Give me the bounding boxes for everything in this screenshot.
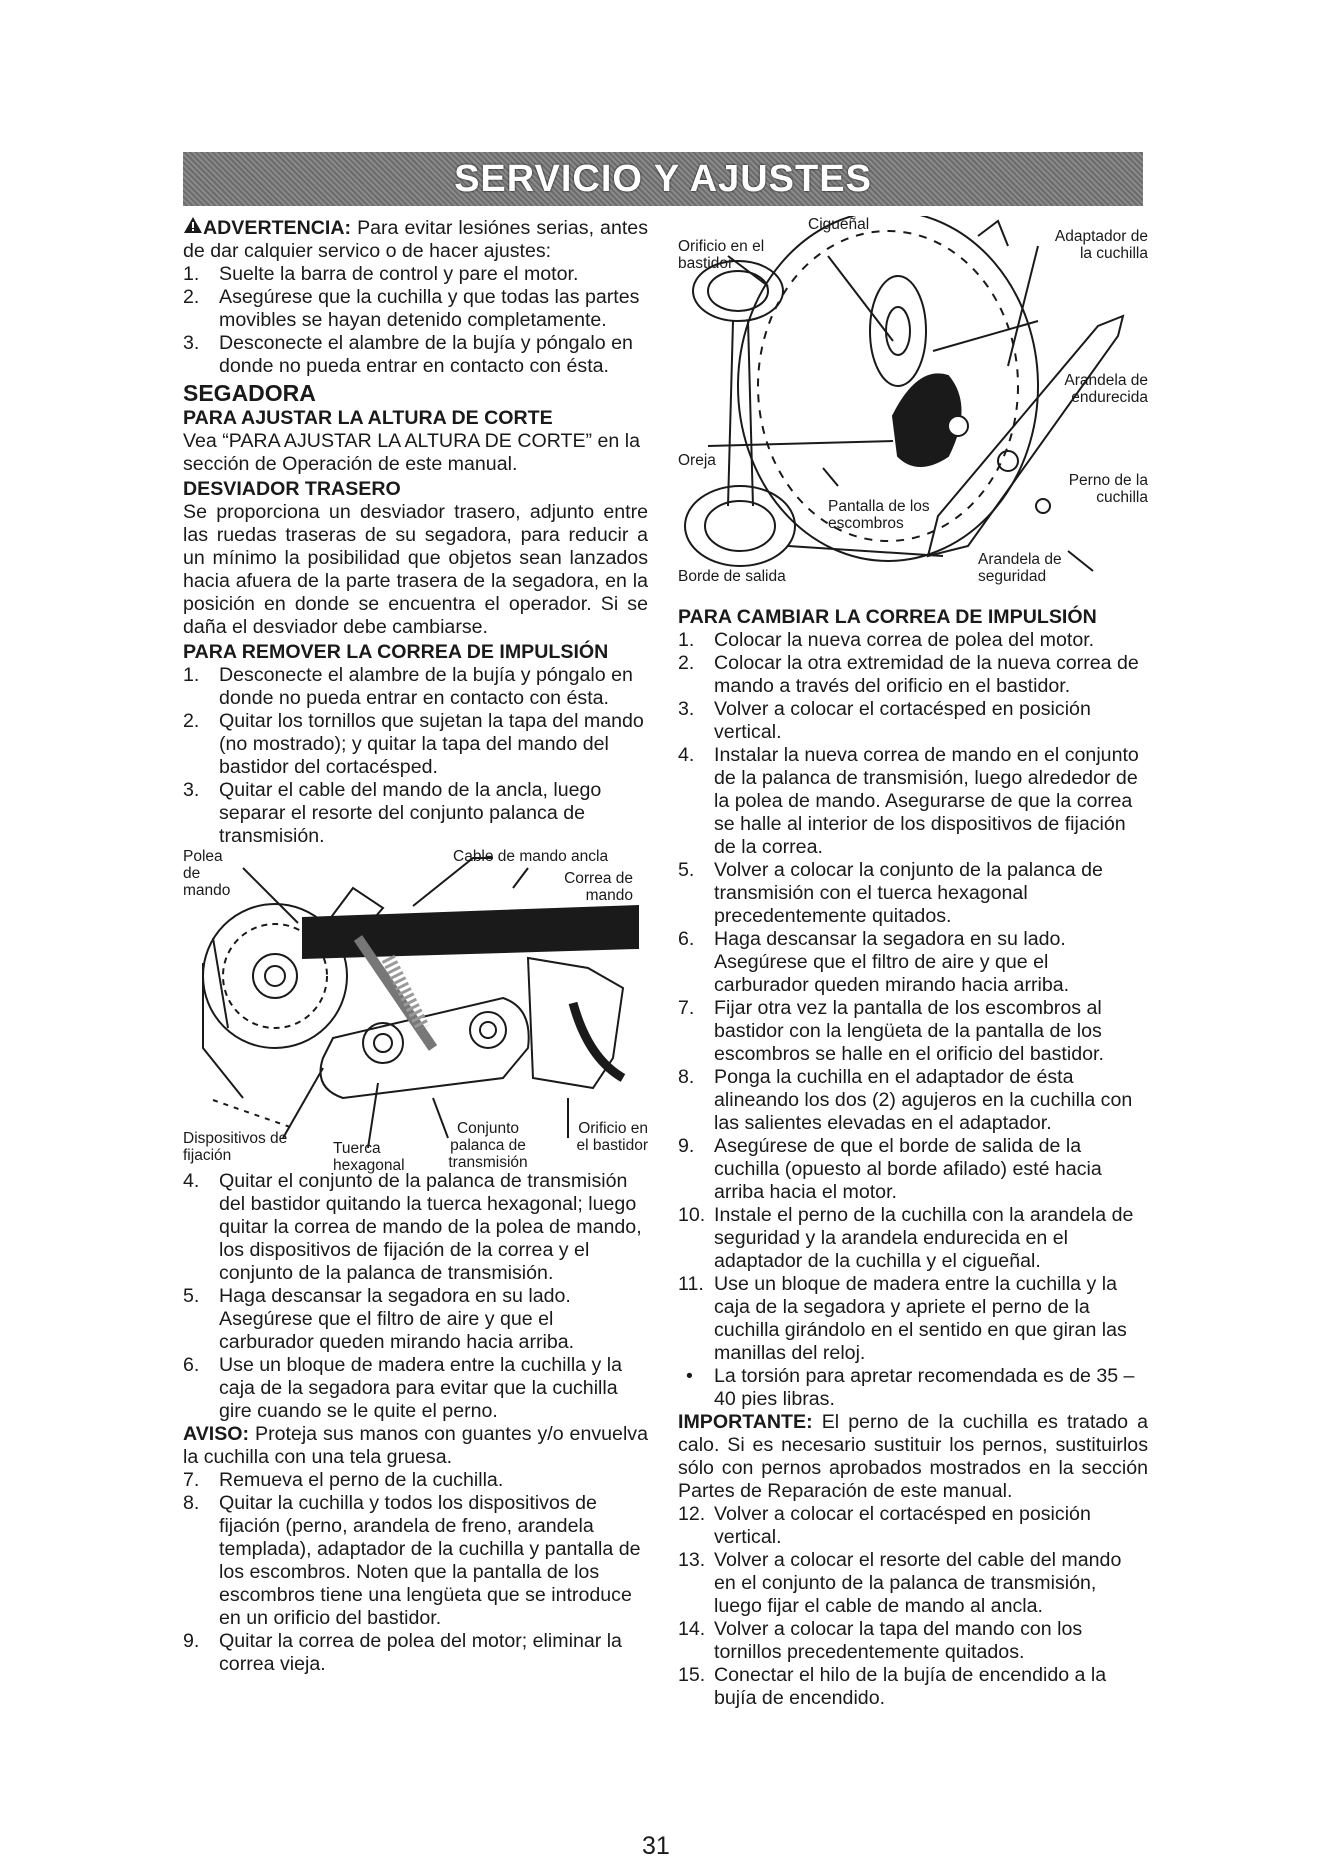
right-column <box>678 216 1148 1710</box>
step-text: Haga descansar la segadora en su lado. Asegúrese que el filtro de aire y que el carburador queden mirando hacia arriba. <box>219 1285 575 1353</box>
label-tuerca-hexagonal: Tuerca hexagonal <box>333 1140 405 1174</box>
step-number: 11. <box>678 1273 704 1295</box>
step-item <box>183 664 648 710</box>
step-text: Volver a colocar el cortacésped en posición vertical. <box>714 1503 1091 1548</box>
step-text: Use un bloque de madera entre la cuchilla y la caja de la segadora para evitar que la cuchilla gire cuando se le quite el perno. <box>219 1354 623 1422</box>
step-item <box>678 859 1148 928</box>
step-item <box>678 744 1148 859</box>
step-number: 8. <box>183 1492 200 1514</box>
step-text: Suelte la barra de control y pare el motor. <box>219 263 579 285</box>
label-orificio-en-el-bastidor-2: Orificio en el bastidor <box>678 238 765 272</box>
step-number: 12. <box>678 1503 706 1525</box>
remover-steps-c <box>183 1469 648 1676</box>
step-text: Desconecte el alambre de la bujía y póngalo en donde no pueda entrar en contacto con ésta. <box>219 664 633 709</box>
step-number: 4. <box>183 1170 200 1192</box>
label-correa-de-mando: Correa de mando <box>564 870 633 904</box>
step-text: Quitar la cuchilla y todos los dispositivos de fijación (perno, arandela de freno, arandela templada), adaptador de la cuchilla y pantalla de los escombros. Noten que la pantalla de los escombros tiene una lengüeta que se introduce en un orificio del bastidor. <box>219 1492 641 1629</box>
label-pantalla-de-los-escombros: Pantalla de los escombros <box>828 498 930 532</box>
label-oreja: Oreja <box>678 452 716 469</box>
step-number: 7. <box>183 1469 200 1491</box>
step-number: 6. <box>183 1354 200 1376</box>
blade-assembly-illustration <box>678 216 1148 604</box>
step-text: Colocar la otra extremidad de la nueva correa de mando a través del orificio en el bastidor. <box>714 652 1139 697</box>
step-item <box>678 928 1148 997</box>
label-dispositivos-de-fijacion: Dispositivos de fijación <box>183 1130 288 1164</box>
step-item <box>183 1469 648 1492</box>
step-text: Ponga la cuchilla en el adaptador de ésta alineando los dos (2) agujeros en la cuchilla con las salientes elevadas en el adaptador. <box>714 1066 1133 1134</box>
step-item <box>183 779 648 848</box>
step-number: 2. <box>678 652 695 674</box>
warning-steps <box>183 263 648 378</box>
label-adaptador-de-la-cuchilla: Adaptador de la cuchilla <box>1054 228 1148 262</box>
step-item <box>183 1354 648 1423</box>
step-number: 3. <box>183 332 200 354</box>
step-number: 9. <box>678 1135 695 1157</box>
desviador-heading: DESVIADOR TRASERO <box>183 478 401 500</box>
step-text: Volver a colocar el resorte del cable del mando en el conjunto de la palanca de transmisión, luego fijar el cable de mando al ancla. <box>714 1549 1122 1617</box>
left-column <box>183 216 648 1676</box>
label-conjunto-palanca: Conjunto palanca de transmisión <box>448 1120 528 1171</box>
step-number: 15. <box>678 1664 706 1686</box>
section-heading: SEGADORA <box>183 380 316 406</box>
step-text: Volver a colocar la tapa del mando con los tornillos precedentemente quitados. <box>714 1618 1083 1663</box>
aviso-text: Proteja sus manos con guantes y/o envuelva la cuchilla con una tela gruesa. <box>183 1423 648 1468</box>
step-number: 5. <box>183 1285 200 1307</box>
cambiar-heading: PARA CAMBIAR LA CORREA DE IMPULSIÓN <box>678 606 1097 628</box>
cambiar-steps-b <box>678 1503 1148 1710</box>
step-text: Asegúrese que la cuchilla y que todas las partes movibles se hayan detenido completamente. <box>219 286 640 331</box>
step-item <box>183 263 648 286</box>
desviador-text: Se proporciona un desviador trasero, adjunto entre las ruedas traseras de su segadora, para reducir a un mínimo la posibilidad que objetos sean lanzados hacia afuera de la parte trasera de la segadora, en la posición en donde se encuentra el operador. Si se daña el desviador debe cambiarse. <box>183 501 648 638</box>
altura-heading: PARA AJUSTAR LA ALTURA DE CORTE <box>183 407 553 429</box>
page-title: SERVICIO Y AJUSTES <box>454 157 872 200</box>
step-text: Conectar el hilo de la bujía de encendido a la bujía de encendido. <box>714 1664 1107 1709</box>
step-number: 1. <box>183 664 200 686</box>
step-text: Quitar los tornillos que sujetan la tapa del mando (no mostrado); y quitar la tapa del mando del bastidor del cortacésped. <box>219 710 644 778</box>
step-item <box>183 1492 648 1630</box>
step-number: 6. <box>678 928 695 950</box>
altura-text: Vea “PARA AJUSTAR LA ALTURA DE CORTE” en la sección de Operación de este manual. <box>183 430 640 475</box>
label-perno-de-la-cuchilla: Perno de la cuchilla <box>1068 472 1148 506</box>
step-text: Haga descansar la segadora en su lado. Asegúrese que el filtro de aire y que el carburador queden mirando hacia arriba. <box>714 928 1070 996</box>
step-text: Use un bloque de madera entre la cuchilla y la caja de la segadora y apriete el perno de la cuchilla girándolo en el sentido en que giran las manillas del reloj. <box>714 1273 1127 1364</box>
step-item <box>183 1630 648 1676</box>
step-item <box>678 997 1148 1066</box>
step-number: 2. <box>183 286 200 308</box>
torque-bullet <box>678 1365 1148 1411</box>
step-number: 14. <box>678 1618 706 1640</box>
step-number: 9. <box>183 1630 200 1652</box>
remover-heading: PARA REMOVER LA CORREA DE IMPULSIÓN <box>183 641 609 663</box>
step-number: 13. <box>678 1549 706 1571</box>
step-number: 1. <box>183 263 200 285</box>
step-number: 4. <box>678 744 695 766</box>
step-number: 7. <box>678 997 695 1019</box>
blade-assembly-figure <box>678 216 1148 604</box>
warning-label: ADVERTENCIA: <box>203 217 352 239</box>
step-item <box>678 1618 1148 1664</box>
step-item <box>678 629 1148 652</box>
step-text: Instale el perno de la cuchilla con la arandela de seguridad y la arandela endurecida en el adaptador de la cuchilla y el cigueñal. <box>714 1204 1134 1272</box>
step-number: 1. <box>678 629 695 651</box>
step-item <box>678 1549 1148 1618</box>
step-item <box>183 710 648 779</box>
step-text: Asegúrese de que el borde de salida de la cuchilla (opuesto al borde afilado) esté hacia arriba hacia el motor. <box>714 1135 1102 1203</box>
label-cable-de-mando-ancla: Cable de mando ancla <box>453 848 609 865</box>
step-text: Remueva el perno de la cuchilla. <box>219 1469 504 1491</box>
warning-text: Para evitar lesiónes serias, antes de dar calquier servico o de hacer ajustes: <box>183 217 648 262</box>
step-item <box>678 1066 1148 1135</box>
importante-paragraph <box>678 1411 1148 1503</box>
label-ciguenal: Cigueñal <box>808 216 870 233</box>
step-item <box>678 1204 1148 1273</box>
label-arandela-de-seguridad: Arandela de seguridad <box>978 551 1062 585</box>
step-text: Instalar la nueva correa de mando en el conjunto de la palanca de transmisión, luego alrededor de la polea de mando. Asegurarse de que la correa se halle al interior de los dispositivos de fijación de la correa. <box>714 744 1139 858</box>
step-text: Volver a colocar la conjunto de la palanca de transmisión con el tuerca hexagonal precedentemente quitados. <box>714 859 1103 927</box>
step-item <box>183 332 648 378</box>
step-item <box>678 652 1148 698</box>
remover-steps-a <box>183 664 648 848</box>
step-item <box>183 1285 648 1354</box>
step-text: Fijar otra vez la pantalla de los escombros al bastidor con la lengüeta de la pantalla de los escombros se halle en el orificio del bastidor. <box>714 997 1104 1065</box>
importante-label: IMPORTANTE: <box>678 1411 813 1433</box>
torque-text: La torsión para apretar recomendada es de 35 – 40 pies libras. <box>714 1365 1135 1410</box>
importante-text: El perno de la cuchilla es tratado a calo. Si es necesario sustituir los pernos, sustituirlos sólo con pernos aprobados mostrados en la sección Partes de Reparación de este manual. <box>678 1411 1148 1502</box>
step-text: Quitar el conjunto de la palanca de transmisión del bastidor quitando la tuerca hexagonal; luego quitar la correa de mando de la polea de mando, los dispositivos de fijación de la correa y el conjunto de la palanca de transmisión. <box>219 1170 642 1284</box>
label-orificio-en-el-bastidor: Orificio en el bastidor <box>576 1120 648 1154</box>
step-text: Quitar el cable del mando de la ancla, luego separar el resorte del conjunto palanca de transmisión. <box>219 779 602 847</box>
step-item <box>183 1170 648 1285</box>
step-number: 3. <box>183 779 200 801</box>
step-number: 8. <box>678 1066 695 1088</box>
step-text: Desconecte el alambre de la bujía y póngalo en donde no pueda entrar en contacto con ésta. <box>219 332 633 377</box>
step-text: Quitar la correa de polea del motor; eliminar la correa vieja. <box>219 1630 622 1675</box>
section-banner <box>183 152 1143 206</box>
step-item <box>183 286 648 332</box>
step-item <box>678 1273 1148 1365</box>
aviso-paragraph <box>183 1423 648 1469</box>
step-number: 10. <box>678 1204 706 1226</box>
cambiar-steps-a <box>678 629 1148 1365</box>
warning-triangle-icon <box>183 216 203 240</box>
drive-belt-figure <box>183 848 648 1174</box>
label-borde-de-salida: Borde de salida <box>678 568 786 585</box>
label-arandela-endurecida: Arandela de endurecida <box>1064 372 1148 406</box>
step-item <box>678 1503 1148 1549</box>
label-polea-de-mando: Polea de mando <box>183 848 231 899</box>
step-text: Colocar la nueva correa de polea del motor. <box>714 629 1095 651</box>
warning-paragraph <box>183 216 648 263</box>
step-text: Volver a colocar el cortacésped en posición vertical. <box>714 698 1091 743</box>
aviso-label: AVISO: <box>183 1423 250 1445</box>
step-number: 2. <box>183 710 200 732</box>
step-item <box>678 1135 1148 1204</box>
remover-steps-b <box>183 1170 648 1423</box>
step-item <box>678 1664 1148 1710</box>
step-item <box>678 698 1148 744</box>
step-number: 5. <box>678 859 695 881</box>
step-number: 3. <box>678 698 695 720</box>
page-number: 31 <box>642 1832 670 1860</box>
bullet-dot: • <box>686 1365 693 1387</box>
